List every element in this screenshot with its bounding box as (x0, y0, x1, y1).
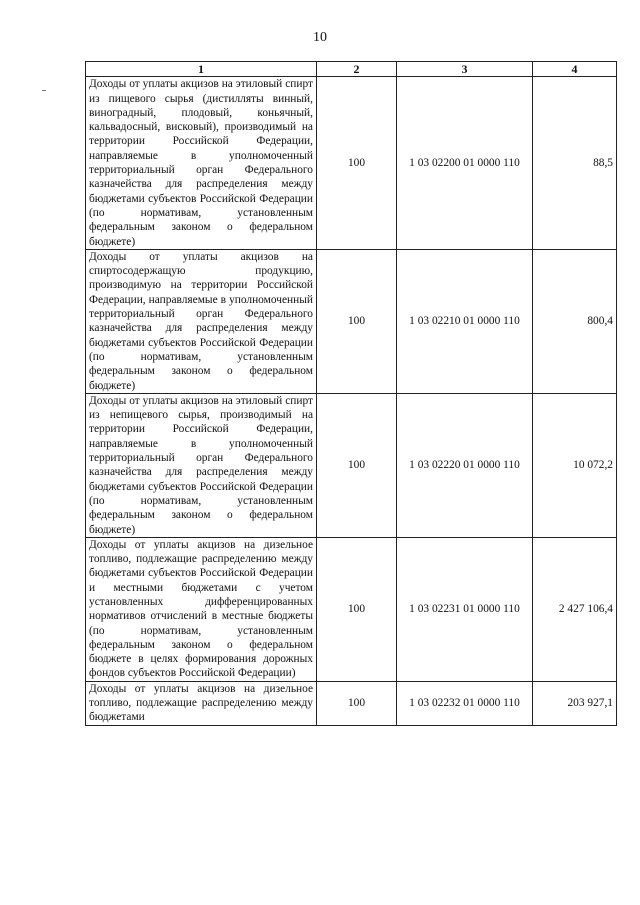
column-header-description: 1 (86, 62, 317, 77)
row-admin-code: 100 (317, 249, 397, 393)
row-kbk: 1 03 02231 01 0000 110 (397, 537, 533, 681)
revenue-table (85, 61, 617, 726)
page-number: 10 (313, 30, 327, 45)
row-description: Доходы от уплаты акцизов на этиловый спирт из непищевого сырья, производимый на территории Российской Федерации, направляемые в уполномоченный территориальный орган Федерального казначейства для распределения между бюджетами субъектов Российской Федерации (по нормативам, установленным федеральным законом о федеральном бюджете) (86, 393, 317, 537)
column-header-kbk: 3 (397, 62, 533, 77)
row-description: Доходы от уплаты акцизов на дизельное топливо, подлежащие распределению между бюджетами (86, 681, 317, 725)
row-amount: 800,4 (533, 249, 617, 393)
column-header-admin-code: 2 (317, 62, 397, 77)
table-row (86, 249, 617, 393)
row-kbk: 1 03 02210 01 0000 110 (397, 249, 533, 393)
row-kbk: 1 03 02200 01 0000 110 (397, 77, 533, 250)
row-amount: 2 427 106,4 (533, 537, 617, 681)
table-row (86, 393, 617, 537)
row-kbk: 1 03 02220 01 0000 110 (397, 393, 533, 537)
row-kbk: 1 03 02232 01 0000 110 (397, 681, 533, 725)
margin-mark (42, 90, 46, 91)
row-description: Доходы от уплаты акцизов на дизельное топливо, подлежащие распределению между бюджетами субъектов Российской Федерации и местными бюджетами с учетом установленных дифференцированных нормативов отчислений в местные бюджеты (по нормативам, установленным федеральным законом о федеральном бюджете в целях формирования дорожных фондов субъектов Российской Федерации) (86, 537, 317, 681)
column-header-amount: 4 (533, 62, 617, 77)
table-row (86, 537, 617, 681)
table-row (86, 681, 617, 725)
row-description: Доходы от уплаты акцизов на спиртосодержащую продукцию, производимую на территории Российской Федерации, направляемые в уполномоченный территориальный орган Федерального казначейства для распределения между бюджетами субъектов Российской Федерации (по нормативам, установленным федеральным законом о федеральном бюджете) (86, 249, 317, 393)
row-admin-code: 100 (317, 537, 397, 681)
row-admin-code: 100 (317, 393, 397, 537)
table-row (86, 77, 617, 250)
row-amount: 203 927,1 (533, 681, 617, 725)
table-header-row (86, 62, 617, 77)
row-admin-code: 100 (317, 77, 397, 250)
row-amount: 10 072,2 (533, 393, 617, 537)
row-amount: 88,5 (533, 77, 617, 250)
row-description: Доходы от уплаты акцизов на этиловый спирт из пищевого сырья (дистилляты винный, виноградный, плодовый, коньячный, кальвадосный, висковый), производимый на территории Российской Федерации, направляемые в уполномоченный территориальный орган Федерального казначейства для распределения между бюджетами субъектов Российской Федерации (по нормативам, установленным федеральным законом о федеральном бюджете) (86, 77, 317, 250)
row-admin-code: 100 (317, 681, 397, 725)
